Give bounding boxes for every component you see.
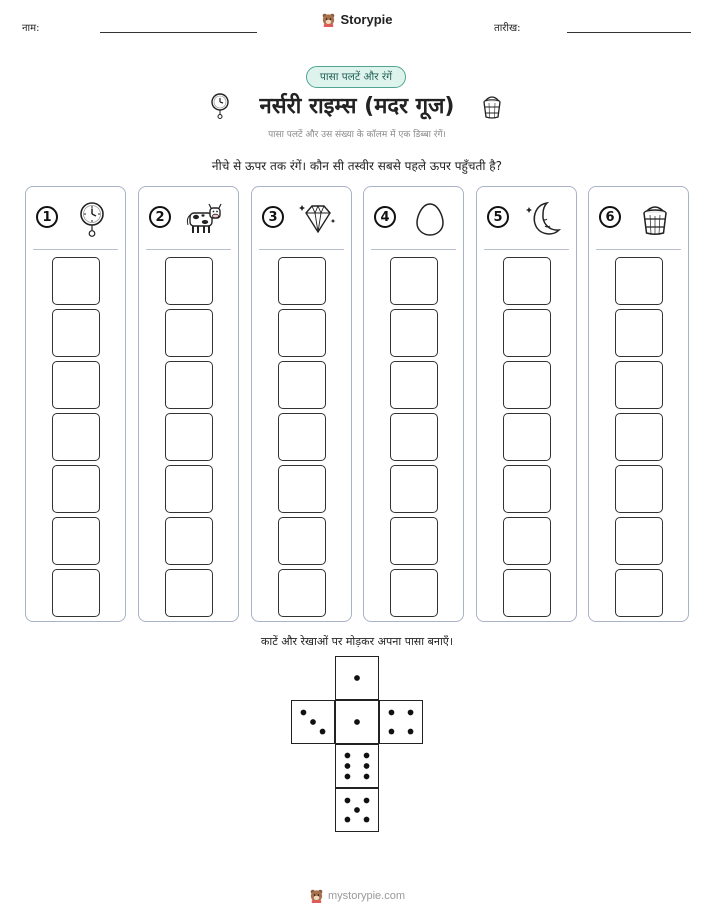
dice-face-3[interactable]	[291, 700, 335, 744]
name-label: नाम:	[22, 23, 40, 34]
bear-icon	[309, 888, 324, 903]
color-box[interactable]	[503, 517, 551, 565]
bucket-icon	[480, 92, 504, 120]
column-1	[25, 186, 126, 622]
dice-face-1[interactable]	[335, 656, 379, 700]
color-box[interactable]	[390, 517, 438, 565]
color-box[interactable]	[165, 257, 213, 305]
color-box[interactable]	[615, 413, 663, 461]
color-box[interactable]	[52, 361, 100, 409]
column-number: 1	[36, 206, 58, 228]
color-box[interactable]	[165, 465, 213, 513]
color-box[interactable]	[615, 361, 663, 409]
color-box[interactable]	[615, 309, 663, 357]
column-number: 2	[149, 206, 171, 228]
name-line[interactable]	[100, 32, 257, 33]
column-4	[363, 186, 464, 622]
color-box[interactable]	[52, 569, 100, 617]
footer	[0, 888, 714, 903]
clock-icon	[72, 199, 112, 239]
color-box[interactable]	[390, 413, 438, 461]
footer-url[interactable]: mystorypie.com	[327, 889, 406, 902]
color-box[interactable]	[503, 361, 551, 409]
dice-face-5[interactable]	[335, 788, 379, 832]
dice-face-4[interactable]	[379, 700, 423, 744]
brand-logo	[0, 12, 714, 27]
column-number: 3	[262, 206, 284, 228]
color-box[interactable]	[165, 517, 213, 565]
color-box[interactable]	[503, 257, 551, 305]
date-line[interactable]	[567, 32, 691, 33]
date-label: तारीख:	[494, 23, 521, 34]
color-box[interactable]	[390, 569, 438, 617]
color-box[interactable]	[52, 309, 100, 357]
moon-icon	[523, 199, 563, 239]
color-box[interactable]	[278, 309, 326, 357]
page-title: नर्सरी राइम्स (मदर गूज)	[259, 94, 455, 119]
color-box[interactable]	[390, 361, 438, 409]
bear-icon	[321, 12, 336, 27]
column-5	[476, 186, 577, 622]
diamond-icon	[298, 199, 338, 239]
column-number: 5	[487, 206, 509, 228]
color-box[interactable]	[278, 361, 326, 409]
egg-icon	[410, 199, 450, 239]
color-box[interactable]	[390, 465, 438, 513]
instruction-text: नीचे से ऊपर तक रंगें। कौन सी तस्वीर सबसे पहले ऊपर पहुँचती है?	[211, 159, 503, 173]
color-box[interactable]	[503, 309, 551, 357]
page-subtitle: पासा पलटें और उस संख्या के कॉलम में एक डिब्बा रंगें।	[268, 130, 446, 140]
dice-instruction: काटें और रेखाओं पर मोड़कर अपना पासा बनाएँ।	[260, 635, 454, 648]
color-box[interactable]	[278, 257, 326, 305]
color-box[interactable]	[52, 517, 100, 565]
brand-name: Storypie	[340, 12, 393, 27]
dice-face-6[interactable]	[335, 744, 379, 788]
activity-badge: पासा पलटें और रंगें	[306, 66, 406, 88]
color-box[interactable]	[165, 309, 213, 357]
color-box[interactable]	[52, 465, 100, 513]
column-6	[588, 186, 689, 622]
color-box[interactable]	[615, 257, 663, 305]
color-box[interactable]	[390, 309, 438, 357]
cow-icon	[185, 199, 225, 239]
color-box[interactable]	[615, 465, 663, 513]
color-box[interactable]	[615, 517, 663, 565]
column-3	[251, 186, 352, 622]
color-box[interactable]	[503, 413, 551, 461]
color-box[interactable]	[503, 465, 551, 513]
column-2	[138, 186, 239, 622]
color-box[interactable]	[278, 465, 326, 513]
color-box[interactable]	[615, 569, 663, 617]
color-box[interactable]	[278, 517, 326, 565]
color-box[interactable]	[165, 361, 213, 409]
bucket-icon	[635, 199, 675, 239]
color-box[interactable]	[278, 569, 326, 617]
color-box[interactable]	[52, 413, 100, 461]
color-box[interactable]	[52, 257, 100, 305]
color-box[interactable]	[503, 569, 551, 617]
column-number: 6	[599, 206, 621, 228]
column-number: 4	[374, 206, 396, 228]
color-box[interactable]	[165, 413, 213, 461]
dice-face-1-center[interactable]	[335, 700, 379, 744]
color-box[interactable]	[390, 257, 438, 305]
color-box[interactable]	[278, 413, 326, 461]
color-box[interactable]	[165, 569, 213, 617]
